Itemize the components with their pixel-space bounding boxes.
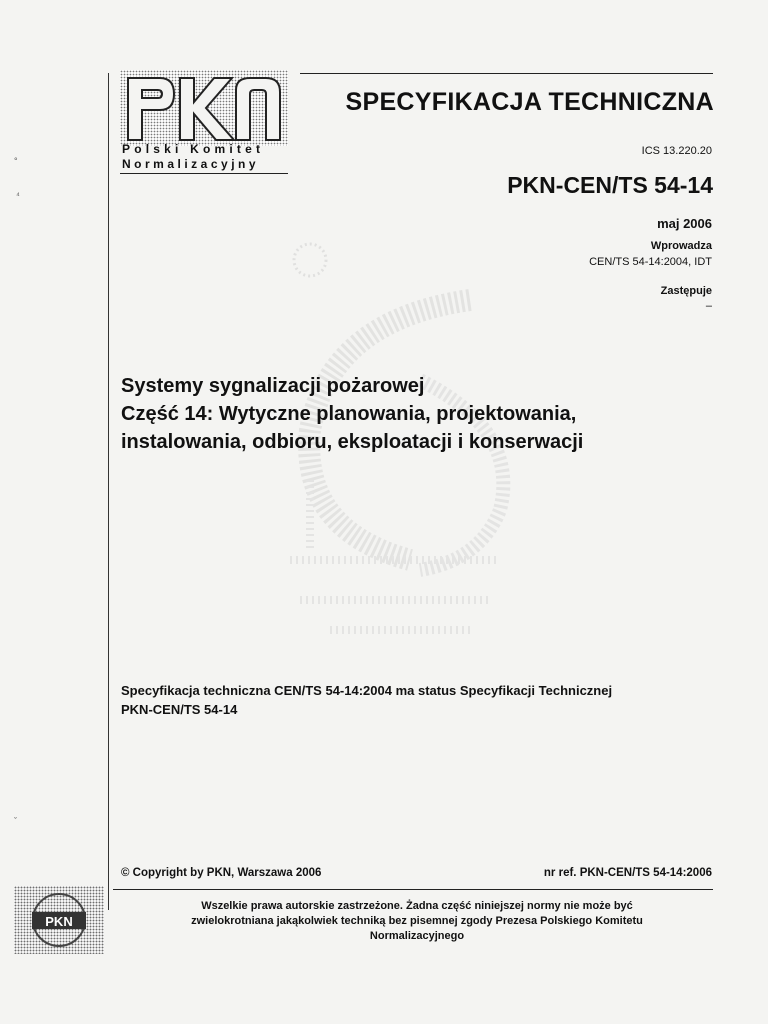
rights-line3: Normalizacyjnego [369,930,465,942]
copyright-text: © Copyright by PKN, Warszawa 2006 [121,867,322,879]
org-name-line1: Polski Komitet [122,142,265,156]
document-type: SPECYFIKACJA TECHNICZNA [345,88,714,116]
footer-rule [113,889,713,890]
header-top-rule [300,73,713,74]
org-name-underline [120,173,288,174]
rights-line2: zwielokrotniana jakąkolwiek techniką bez pisemnej zgody Prezesa Polskiego Komitetu [191,915,643,927]
publication-date: maj 2006 [657,216,712,231]
ics-code: ICS 13.220.20 [641,145,712,157]
scan-mark: ° [14,156,18,166]
scan-mark: ˇ [14,816,17,826]
document-title [121,372,721,456]
rights-line1: Wszelkie prawa autorskie zastrzeżone. Żadna część niniejszej normy nie może być [201,900,633,912]
rights-notice [121,899,713,944]
scan-mark: ⁴ [16,190,20,200]
replaces-label: Zastępuje [660,285,712,297]
introduces-label: Wprowadza [650,240,712,252]
title-line3: instalowania, odbioru, eksploatacji i konserwacji [121,431,584,453]
reference-number: nr ref. PKN-CEN/TS 54-14:2006 [543,867,712,879]
replaces-value: – [705,300,712,312]
status-note-line2: PKN-CEN/TS 54-14 [121,702,238,717]
title-line1: Systemy sygnalizacji pożarowej [121,375,425,397]
pkn-logo [120,70,288,146]
pkn-seal-icon [14,886,104,954]
document-number: PKN-CEN/TS 54-14 [507,172,713,198]
status-note [121,681,721,719]
left-vertical-rule [108,73,109,910]
introduces-value: CEN/TS 54-14:2004, IDT [589,256,712,268]
org-name-line2: Normalizacyjny [122,157,260,171]
seal-text: PKN [45,914,73,929]
title-line2: Część 14: Wytyczne planowania, projektowania, [121,403,577,425]
pkn-logo-icon [120,70,288,146]
status-note-line1: Specyfikacja techniczna CEN/TS 54-14:2004 ma status Specyfikacji Technicznej [121,683,613,698]
